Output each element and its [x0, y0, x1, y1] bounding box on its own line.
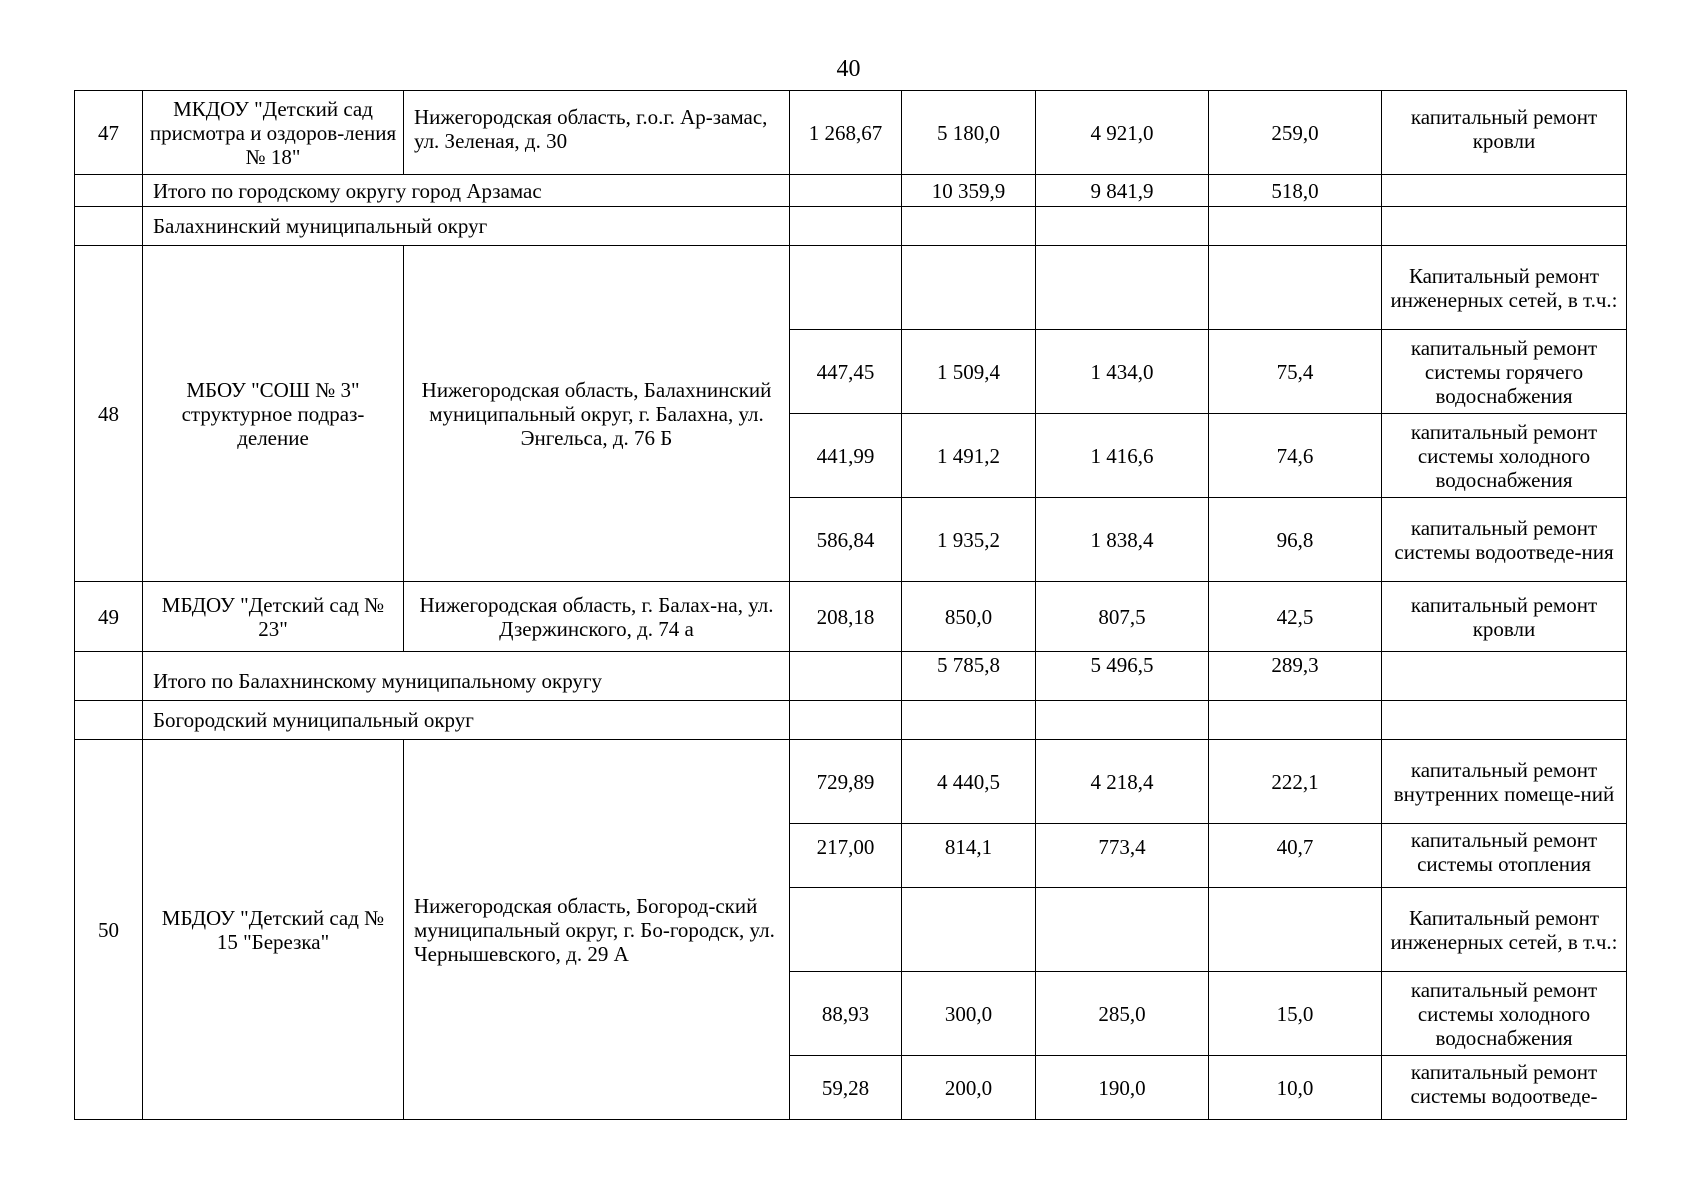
area-value: 59,28	[790, 1056, 902, 1120]
empty-cell	[75, 652, 143, 701]
area-value: 1 268,67	[790, 91, 902, 175]
total-cost: 5 180,0	[902, 91, 1036, 175]
table-row	[75, 246, 1627, 330]
work-type: Капитальный ремонт инженерных сетей, в т.ч.:	[1382, 246, 1627, 330]
work-type: капитальный ремонт кровли	[1382, 582, 1627, 652]
row-number: 48	[75, 246, 143, 582]
area-value: 88,93	[790, 972, 902, 1056]
institution-name: МБОУ "СОШ № 3" структурное подраз-деление	[143, 246, 404, 582]
work-type: капитальный ремонт системы водоотведе-	[1382, 1056, 1627, 1120]
area-value: 441,99	[790, 414, 902, 498]
regional-funds: 4 218,4	[1036, 740, 1209, 824]
regional-funds: 807,5	[1036, 582, 1209, 652]
work-type: капитальный ремонт кровли	[1382, 91, 1627, 175]
district-row	[75, 207, 1627, 246]
regional-funds: 4 921,0	[1036, 91, 1209, 175]
work-type: капитальный ремонт системы горячего водоснабжения	[1382, 330, 1627, 414]
empty-cell	[1036, 207, 1209, 246]
work-type: Капитальный ремонт инженерных сетей, в т.ч.:	[1382, 888, 1627, 972]
area-value: 208,18	[790, 582, 902, 652]
subtotal-total: 10 359,9	[902, 175, 1036, 207]
subtotal-regional: 9 841,9	[1036, 175, 1209, 207]
district-name: Богородский муниципальный округ	[143, 701, 790, 740]
institution-name: МБДОУ "Детский сад № 15 "Березка"	[143, 740, 404, 1120]
regional-funds: 1 838,4	[1036, 498, 1209, 582]
row-number: 47	[75, 91, 143, 175]
empty-cell	[790, 652, 902, 701]
empty-cell	[902, 207, 1036, 246]
local-funds: 42,5	[1209, 582, 1382, 652]
total-cost: 4 440,5	[902, 740, 1036, 824]
subtotal-local: 518,0	[1209, 175, 1382, 207]
local-funds: 40,7	[1209, 824, 1382, 888]
empty-cell	[75, 207, 143, 246]
work-type: капитальный ремонт системы холодного водоснабжения	[1382, 972, 1627, 1056]
local-funds: 10,0	[1209, 1056, 1382, 1120]
total-cost: 1 935,2	[902, 498, 1036, 582]
local-funds: 259,0	[1209, 91, 1382, 175]
empty-cell	[902, 246, 1036, 330]
table-row	[75, 740, 1627, 824]
district-row	[75, 701, 1627, 740]
total-cost: 850,0	[902, 582, 1036, 652]
subtotal-row	[75, 652, 1627, 701]
total-cost: 814,1	[902, 824, 1036, 888]
table-row	[75, 582, 1627, 652]
local-funds: 74,6	[1209, 414, 1382, 498]
regional-funds: 1 434,0	[1036, 330, 1209, 414]
repair-table	[74, 90, 1627, 1120]
institution-address: Нижегородская область, г. Балах-на, ул. Дзержинского, д. 74 а	[404, 582, 790, 652]
total-cost: 1 509,4	[902, 330, 1036, 414]
work-type: капитальный ремонт системы холодного водоснабжения	[1382, 414, 1627, 498]
total-cost: 200,0	[902, 1056, 1036, 1120]
empty-cell	[902, 888, 1036, 972]
work-type: капитальный ремонт системы отопления	[1382, 824, 1627, 888]
institution-address: Нижегородская область, Балахнинский муниципальный округ, г. Балахна, ул. Энгельса, д. 76 Б	[404, 246, 790, 582]
subtotal-regional: 5 496,5	[1036, 652, 1209, 701]
empty-cell	[790, 246, 902, 330]
empty-cell	[1209, 888, 1382, 972]
subtotal-row	[75, 175, 1627, 207]
total-cost: 300,0	[902, 972, 1036, 1056]
subtotal-total: 5 785,8	[902, 652, 1036, 701]
institution-name: МКДОУ "Детский сад присмотра и оздоров-ления № 18"	[143, 91, 404, 175]
row-number: 49	[75, 582, 143, 652]
empty-cell	[1209, 246, 1382, 330]
area-value: 447,45	[790, 330, 902, 414]
local-funds: 96,8	[1209, 498, 1382, 582]
local-funds: 15,0	[1209, 972, 1382, 1056]
local-funds: 222,1	[1209, 740, 1382, 824]
subtotal-local: 289,3	[1209, 652, 1382, 701]
institution-address: Нижегородская область, г.о.г. Ар-замас, ул. Зеленая, д. 30	[404, 91, 790, 175]
area-value: 729,89	[790, 740, 902, 824]
empty-cell	[1209, 207, 1382, 246]
empty-cell	[1382, 701, 1627, 740]
empty-cell	[790, 207, 902, 246]
empty-cell	[1382, 207, 1627, 246]
regional-funds: 285,0	[1036, 972, 1209, 1056]
local-funds: 75,4	[1209, 330, 1382, 414]
district-name: Балахнинский муниципальный округ	[143, 207, 790, 246]
work-type: капитальный ремонт внутренних помеще-ний	[1382, 740, 1627, 824]
empty-cell	[902, 701, 1036, 740]
subtotal-label: Итого по городскому округу город Арзамас	[143, 175, 790, 207]
page-number: 40	[836, 56, 861, 82]
empty-cell	[75, 701, 143, 740]
area-value: 586,84	[790, 498, 902, 582]
regional-funds: 1 416,6	[1036, 414, 1209, 498]
table-row	[75, 91, 1627, 175]
row-number: 50	[75, 740, 143, 1120]
empty-cell	[790, 701, 902, 740]
area-value: 217,00	[790, 824, 902, 888]
work-type: капитальный ремонт системы водоотведе-ния	[1382, 498, 1627, 582]
regional-funds: 190,0	[1036, 1056, 1209, 1120]
empty-cell	[1209, 701, 1382, 740]
empty-cell	[75, 175, 143, 207]
empty-cell	[1382, 175, 1627, 207]
total-cost: 1 491,2	[902, 414, 1036, 498]
institution-name: МБДОУ "Детский сад № 23"	[143, 582, 404, 652]
empty-cell	[1382, 652, 1627, 701]
regional-funds: 773,4	[1036, 824, 1209, 888]
empty-cell	[1036, 701, 1209, 740]
institution-address: Нижегородская область, Богород-ский муниципальный округ, г. Бо-городск, ул. Чернышевского, д. 29 А	[404, 740, 790, 1120]
empty-cell	[790, 175, 902, 207]
empty-cell	[1036, 888, 1209, 972]
subtotal-label: Итого по Балахнинскому муниципальному округу	[143, 652, 790, 701]
empty-cell	[1036, 246, 1209, 330]
empty-cell	[790, 888, 902, 972]
